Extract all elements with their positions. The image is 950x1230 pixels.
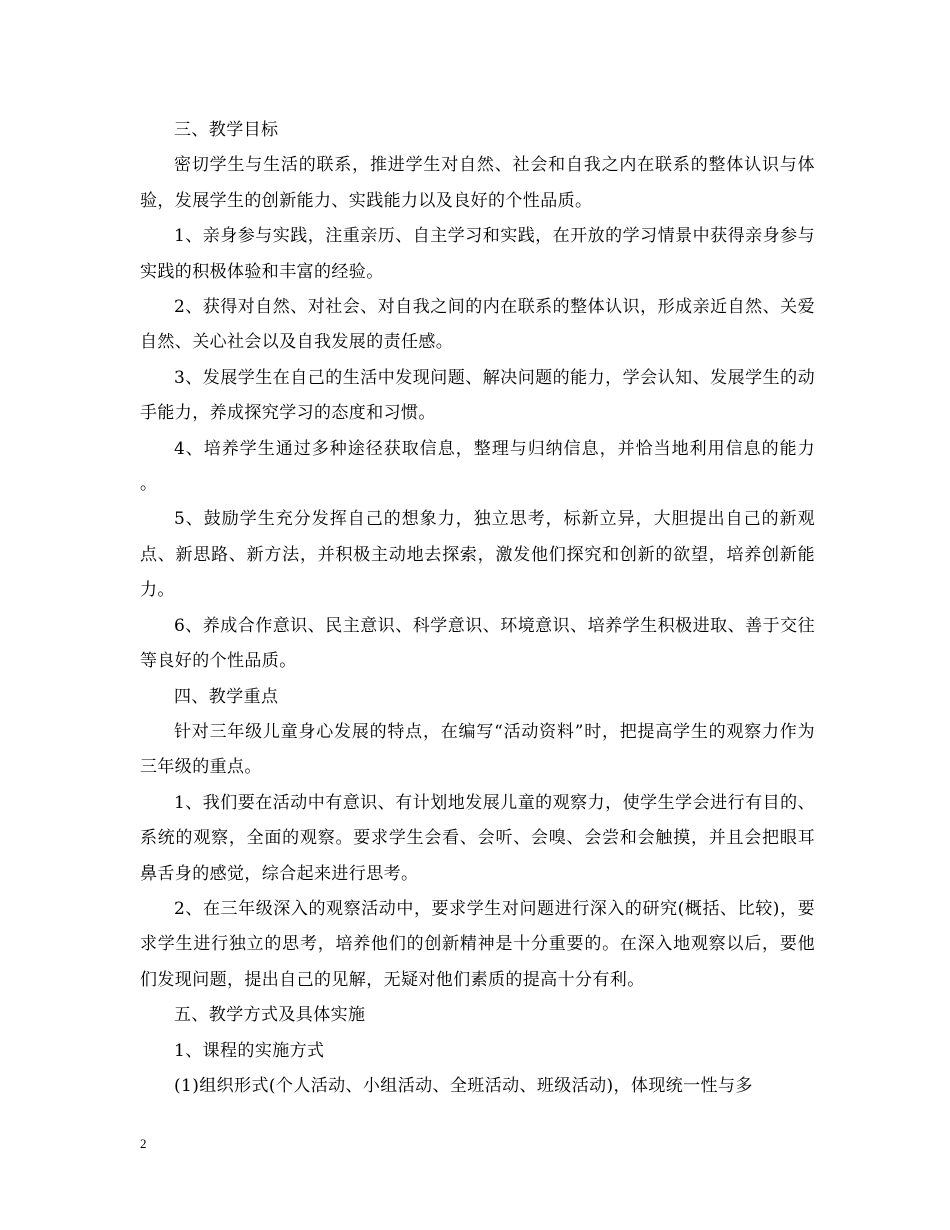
focus-item-2: 2、在三年级深入的观察活动中，要求学生对问题进行深入的研究(概括、比较)，要求学生进行独立的思考，培养他们的创新精神是十分重要的。在深入地观察以后，要他们发现问题，提出自己的见解，无疑对他们素质的提高十分有利。 — [140, 898, 815, 990]
subheading-implementation: 1、课程的实施方式 — [174, 1040, 325, 1061]
document-body — [140, 113, 815, 1104]
page-number: 2 — [140, 1136, 147, 1151]
section-heading-teaching-goals: 三、教学目标 — [174, 120, 279, 140]
goal-item-4: 4、培养学生通过多种途径获取信息，整理与归纳信息，并恰当地利用信息的能力 。 — [140, 438, 815, 495]
goal-item-2: 2、获得对自然、对社会、对自我之间的内在联系的整体认识，形成亲近自然、关爱自然、关心社会以及自我发展的责任感。 — [140, 297, 815, 353]
goal-item-1: 1、亲身参与实践，注重亲历、自主学习和实践，在开放的学习情景中获得亲身参与实践的积极体验和丰富的经验。 — [140, 226, 815, 282]
implementation-item-1: (1)组织形式(个人活动、小组活动、全班活动、班级活动)，体现统一性与多 — [174, 1075, 753, 1096]
focus-item-1: 1、我们要在活动中有意识、有计划地发展儿童的观察力，使学生学会进行有目的、系统的观察，全面的观察。要求学生会看、会听、会嗅、会尝和会触摸，并且会把眼耳鼻舌身的感觉，综合起来进行思考。 — [140, 792, 815, 884]
goal-item-3: 3、发展学生在自己的生活中发现问题、解决问题的能力，学会认知、发展学生的动手能力，养成探究学习的态度和习惯。 — [140, 367, 815, 424]
goal-item-5: 5、鼓励学生充分发挥自己的想象力，独立思考，标新立异，大胆提出自己的新观点、新思路、新方法，并积极主动地去探索，激发他们探究和创新的欲望，培养创新能力。 — [140, 509, 815, 601]
goal-item-6: 6、养成合作意识、民主意识、科学意识、环境意识、培养学生积极进取、善于交往等良好的个性品质。 — [140, 615, 815, 672]
paragraph: 密切学生与生活的联系，推进学生对自然、社会和自我之内在联系的整体认识与体验，发展学生的创新能力、实践能力以及良好的个性品质。 — [140, 155, 815, 211]
section-heading-teaching-focus: 四、教学重点 — [174, 686, 279, 707]
paragraph: 针对三年级儿童身心发展的特点，在编写“活动资料”时，把提高学生的观察力作为三年级的重点。 — [140, 721, 815, 778]
section-heading-teaching-methods: 五、教学方式及具体实施 — [174, 1005, 366, 1026]
